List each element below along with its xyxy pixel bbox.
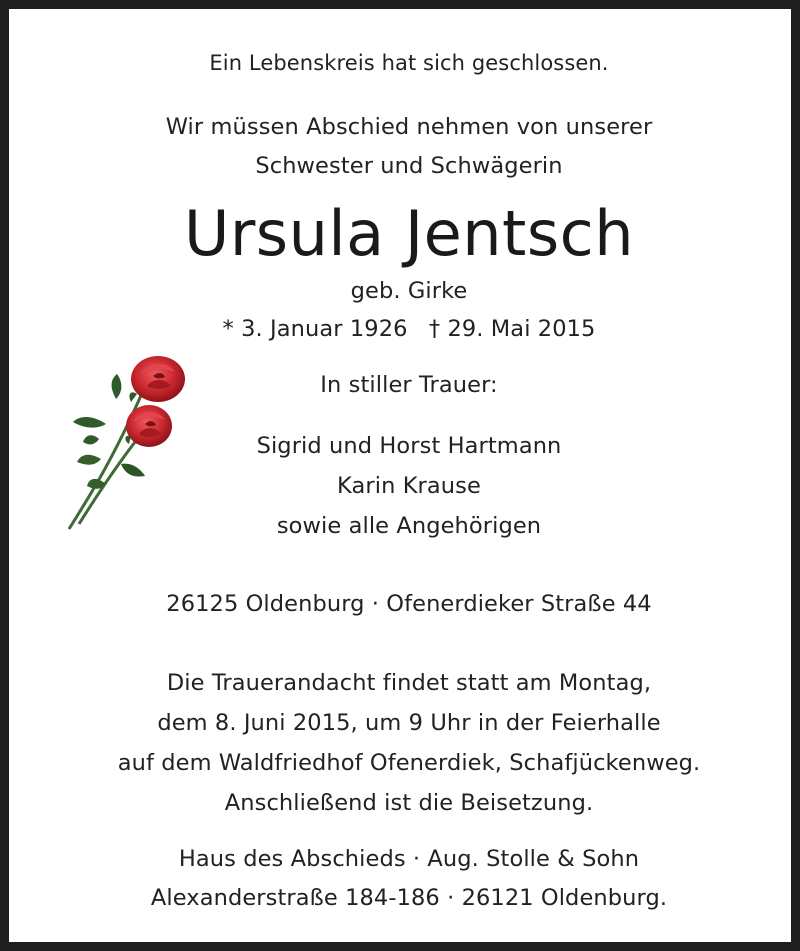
mourner-3: sowie alle Angehörigen (276, 513, 542, 539)
intro-line: Ein Lebenskreis hat sich geschlossen. (209, 51, 609, 75)
deceased-name: Ursula Jentsch (183, 197, 635, 270)
farewell-line-2: Schwester und Schwägerin (255, 153, 563, 179)
service-line-4: Anschließend ist die Beisetzung. (224, 790, 594, 816)
farewell-line-1: Wir müssen Abschied nehmen von unserer (165, 114, 653, 140)
family-address: 26125 Oldenburg · Ofenerdieker Straße 44 (166, 591, 652, 617)
undertaker-line-2: Alexanderstraße 184-186 · 26121 Oldenburg. (150, 885, 668, 911)
service-line-3: auf dem Waldfriedhof Ofenerdiek, Schafjückenweg. (117, 750, 701, 776)
cross-icon: † (428, 316, 441, 342)
roses-icon (61, 344, 191, 539)
service-line-1: Die Trauerandacht findet statt am Montag, (166, 670, 652, 696)
service-line-2: dem 8. Juni 2015, um 9 Uhr in der Feierhalle (157, 710, 661, 736)
maiden-name: geb. Girke (350, 278, 468, 304)
mourner-2: Karin Krause (337, 473, 481, 499)
death-date: 29. Mai 2015 (447, 316, 596, 342)
undertaker-line-1: Haus des Abschieds · Aug. Stolle & Sohn (178, 846, 640, 872)
birth-date: * 3. Januar 1926 (222, 316, 408, 342)
mourning-heading: In stiller Trauer: (320, 372, 498, 398)
mourner-1: Sigrid und Horst Hartmann (256, 433, 562, 459)
life-dates (9, 315, 800, 343)
